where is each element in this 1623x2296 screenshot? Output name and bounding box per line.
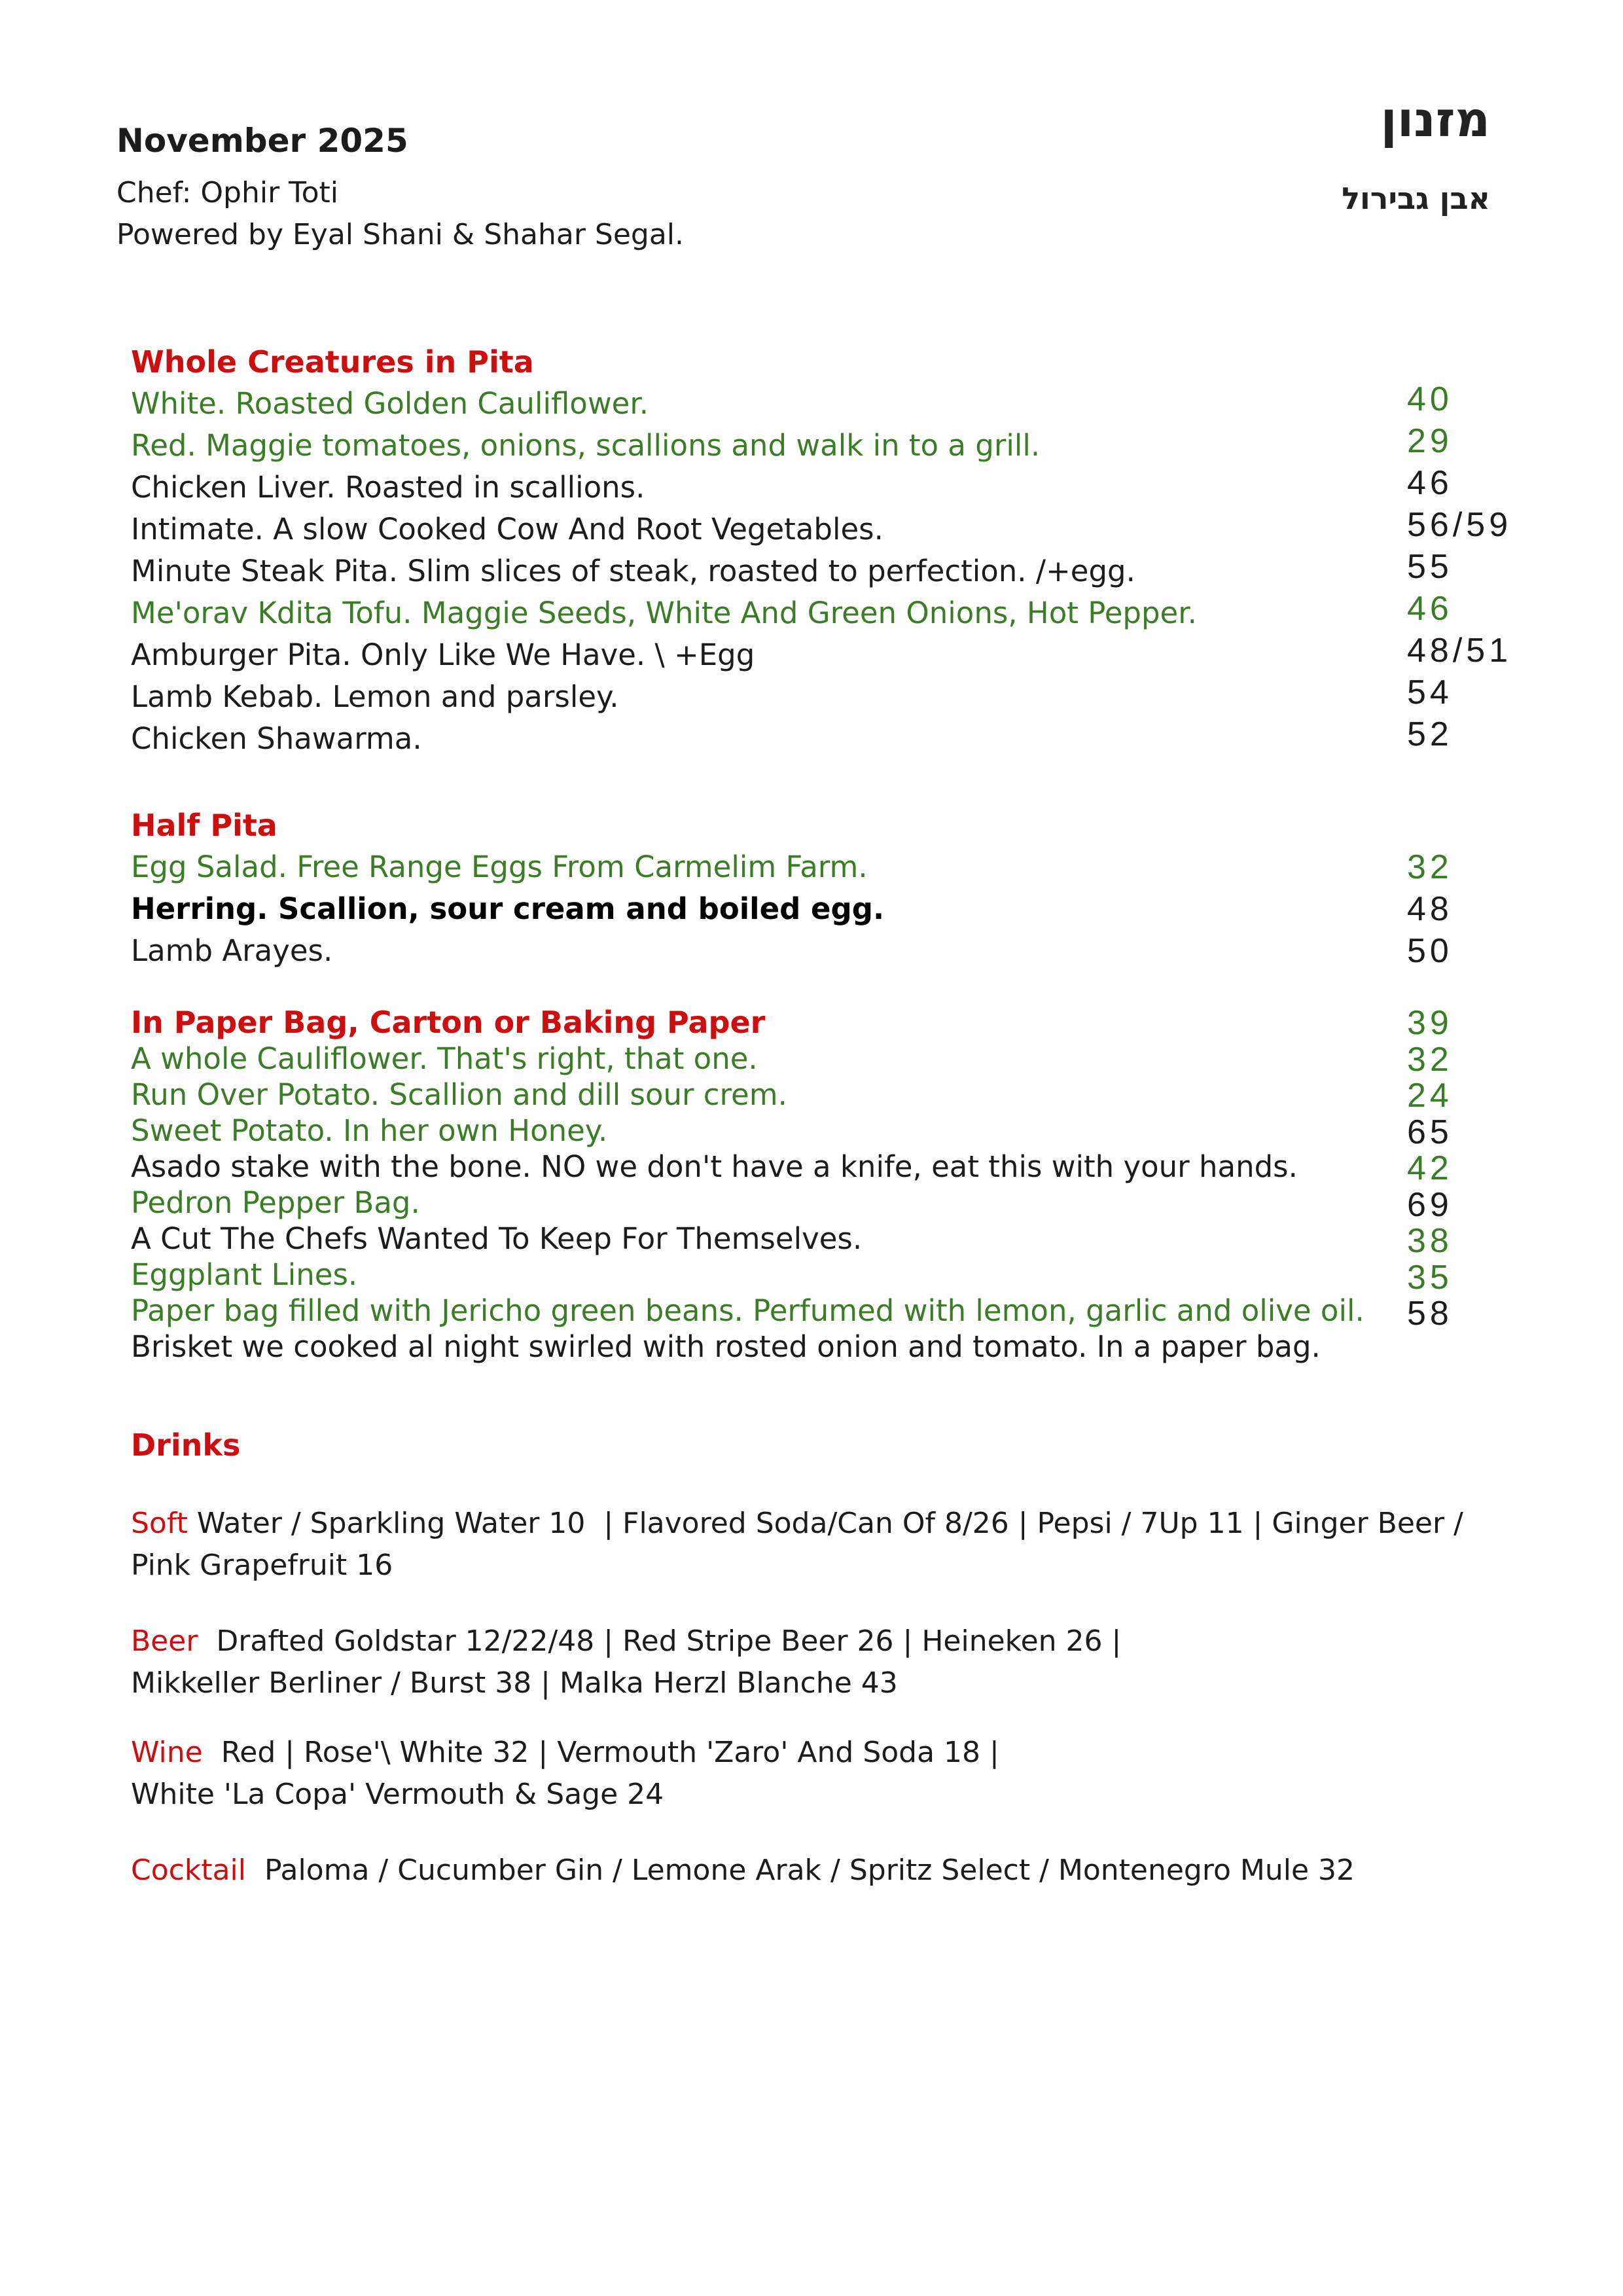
price: 46 [1407, 464, 1453, 502]
menu-item: Lamb Kebab. Lemon and parsley. [131, 679, 619, 714]
drink-line: Mikkeller Berliner / Burst 38 | Malka Herzl Blanche 43 [131, 1666, 898, 1700]
price: 52 [1407, 715, 1453, 753]
section-heading: Whole Creatures in Pita [131, 344, 534, 380]
menu-section-0 [131, 341, 1197, 760]
drink-line: Cocktail Paloma / Cucumber Gin / Lemone Arak / Spritz Select / Montenegro Mule 32 [131, 1854, 1355, 1887]
price-column-0 [1407, 378, 1512, 755]
price: 48 [1407, 890, 1453, 928]
price: 50 [1407, 932, 1453, 970]
drink-group-cocktail [131, 1850, 1355, 1892]
menu-item: White. Roasted Golden Cauliflower. [131, 386, 649, 421]
menu-item: Me'orav Kdita Tofu. Maggie Seeds, White And Green Onions, Hot Pepper. [131, 596, 1197, 630]
drink-group-wine [131, 1732, 999, 1816]
menu-item: Minute Steak Pita. Slim slices of steak, roasted to perfection. /+egg. [131, 554, 1135, 588]
menu-item: Eggplant Lines. [131, 1257, 358, 1292]
section-heading-drinks: Drinks [131, 1427, 241, 1463]
price: 55 [1407, 548, 1453, 586]
menu-item: A whole Cauliflower. That's right, that one. [131, 1041, 758, 1076]
drink-line: White 'La Copa' Vermouth & Sage 24 [131, 1778, 664, 1811]
price: 65 [1407, 1113, 1453, 1151]
menu-item: Herring. Scallion, sour cream and boiled egg. [131, 891, 885, 926]
drink-category-label: Soft [131, 1507, 188, 1540]
location-hebrew: אבן גבירול [1342, 181, 1490, 216]
price-column-2 [1407, 1005, 1453, 1333]
price: 29 [1407, 422, 1453, 460]
menu-item: Asado stake with the bone. NO we don't have a knife, eat this with your hands. [131, 1149, 1298, 1184]
price: 56/59 [1407, 506, 1512, 544]
menu-item: Intimate. A slow Cooked Cow And Root Vegetables. [131, 512, 883, 547]
menu-item: Run Over Potato. Scallion and dill sour crem. [131, 1077, 787, 1112]
price: 54 [1407, 673, 1453, 711]
price: 32 [1407, 848, 1453, 886]
menu-section-1 [131, 804, 884, 972]
drink-category-label: Beer [131, 1624, 198, 1658]
price: 38 [1407, 1222, 1453, 1260]
menu-date: November 2025 [116, 122, 408, 160]
header-right [1342, 92, 1490, 217]
menu-item: Egg Salad. Free Range Eggs From Carmelim Farm. [131, 850, 868, 884]
menu-item: Pedron Pepper Bag. [131, 1185, 420, 1220]
drink-line: Wine Red | Rose'\ White 32 | Vermouth 'Zaro' And Soda 18 | [131, 1736, 999, 1769]
powered-by-line: Powered by Eyal Shani & Shahar Segal. [116, 218, 685, 251]
drink-category-label: Wine [131, 1736, 203, 1769]
menu-item: Brisket we cooked al night swirled with rosted onion and tomato. In a paper bag. [131, 1329, 1321, 1364]
chef-line: Chef: Ophir Toti [116, 176, 338, 209]
menu-section-2 [131, 1005, 1364, 1365]
price: 42 [1407, 1149, 1453, 1187]
menu-item: Paper bag filled with Jericho green beans. Perfumed with lemon, garlic and olive oil. [131, 1293, 1364, 1328]
menu-item: Sweet Potato. In her own Honey. [131, 1113, 608, 1148]
restaurant-title-hebrew: מזנון [1380, 92, 1490, 148]
menu-item: A Cut The Chefs Wanted To Keep For Themselves. [131, 1221, 863, 1256]
header-left [116, 121, 684, 256]
drink-line: Soft Water / Sparkling Water 10 | Flavored Soda/Can Of 8/26 | Pepsi / 7Up 11 | Ginger Beer / [131, 1507, 1463, 1540]
menu-item: Amburger Pita. Only Like We Have. \ +Egg [131, 637, 755, 672]
menu-item: Chicken Liver. Roasted in scallions. [131, 470, 645, 505]
price: 48/51 [1407, 632, 1512, 670]
price: 46 [1407, 590, 1453, 628]
drink-line: Pink Grapefruit 16 [131, 1549, 393, 1582]
drink-group-beer [131, 1621, 1121, 1704]
menu-item: Lamb Arayes. [131, 933, 333, 968]
price: 39 [1407, 1004, 1453, 1042]
price: 32 [1407, 1040, 1453, 1079]
price: 69 [1407, 1185, 1453, 1224]
price: 24 [1407, 1077, 1453, 1115]
price: 35 [1407, 1258, 1453, 1297]
drink-group-soft [131, 1503, 1463, 1587]
price: 58 [1407, 1295, 1453, 1333]
drink-category-label: Cocktail [131, 1854, 246, 1887]
menu-item: Red. Maggie tomatoes, onions, scallions and walk in to a grill. [131, 428, 1041, 463]
section-heading: In Paper Bag, Carton or Baking Paper [131, 1005, 766, 1040]
menu-item: Chicken Shawarma. [131, 721, 422, 756]
drink-line: Beer Drafted Goldstar 12/22/48 | Red Stripe Beer 26 | Heineken 26 | [131, 1624, 1122, 1658]
price: 40 [1407, 380, 1453, 418]
section-heading: Half Pita [131, 808, 277, 843]
price-column-1 [1407, 846, 1453, 972]
